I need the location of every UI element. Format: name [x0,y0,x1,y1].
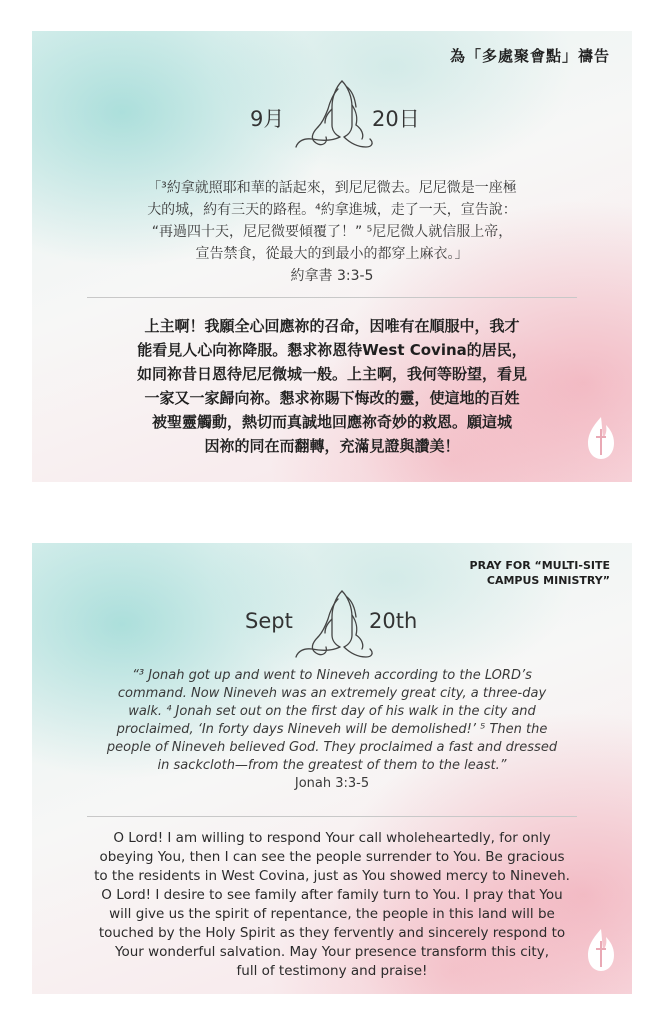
prayer-line: 如同祢昔日恩待尼尼微城一般。上主啊，我何等盼望，看見 [136,365,527,383]
date-month: Sept [245,609,293,633]
prayer-line: 上主啊！我願全心回應祢的召命，因唯有在順服中，我才 [144,317,520,335]
prayer-text [72,314,592,458]
prayer-line: 能看見人心向祢降服。懇求祢恩待West Covina的居民， [137,341,527,359]
prayer-text [72,829,592,981]
verse-reference: 約拿書 3:3-5 [290,268,374,284]
verse-line: 大的城，約有三天的路程。⁴約拿進城，走了一天，宣告說： [147,202,517,218]
prayer-line: O Lord! I desire to see family after family turn to You. I pray that You [101,887,563,903]
date-row [32,95,632,145]
prayer-line: 因祢的同在而翻轉，充滿見證與讚美！ [204,437,460,455]
card-header-line: PRAY FOR “MULTI-SITE [469,559,610,572]
devotional-card-chinese [32,31,632,482]
prayer-line: 一家又一家歸向祢。懇求祢賜下悔改的靈，使這地的百姓 [144,389,520,407]
card-header [410,558,610,588]
date-month: 9月 [250,107,285,131]
scripture-verse [82,667,582,793]
date-day: 20th [369,609,418,633]
prayer-line: Your wonderful salvation. May Your presence transform this city, [114,944,549,960]
prayer-line: O Lord! I am willing to respond Your call wholeheartedly, for only [113,830,551,846]
prayer-line: 被聖靈觸動，熱切而真誠地回應祢奇妙的救恩。願這城 [151,413,512,431]
verse-line: 「³約拿就照耶和華的話起來，到尼尼微去。尼尼微是一座極 [147,180,517,196]
card-header: 為「多處聚會點」禱告 [449,47,610,65]
prayer-line: will give us the spirit of repentance, the people in this land will be [109,906,555,922]
date-day: 20日 [372,107,420,131]
prayer-line: touched by the Holy Spirit as they fervently and sincerely respond to [98,925,566,941]
prayer-line: obeying You, then I can see the people surrender to You. Be gracious [99,849,565,865]
verse-line: people of Nineveh believed God. They proclaimed a fast and dressed [106,740,558,755]
verse-line: in sackcloth—from the greatest of them to the least.” [157,758,507,773]
prayer-line: to the residents in West Covina, just as You showed mercy to Nineveh. [94,868,570,884]
divider [87,297,577,298]
card-header-line: CAMPUS MINISTRY” [486,574,610,587]
verse-line: walk. ⁴ Jonah set out on the first day of his walk in the city and [128,704,536,719]
date-row [32,605,632,655]
verse-line: proclaimed, ‘In forty days Nineveh will be demolished!’ ⁵ Then the [116,722,548,737]
flame-logo-icon [584,415,618,461]
flame-logo-icon [584,927,618,973]
divider [87,816,577,817]
verse-line: “³ Jonah got up and went to Nineveh according to the LORD’s [132,668,532,683]
prayer-line: full of testimony and praise! [236,963,428,979]
scripture-verse [82,177,582,287]
verse-reference: Jonah 3:3-5 [294,776,370,791]
devotional-card-english [32,543,632,994]
verse-line: “再過四十天，尼尼微要傾覆了！” ⁵尼尼微人就信服上帝， [151,224,513,240]
verse-line: command. Now Nineveh was an extremely great city, a three-day [117,686,547,701]
verse-line: 宣告禁食，從最大的到最小的都穿上麻衣。」 [195,246,469,262]
